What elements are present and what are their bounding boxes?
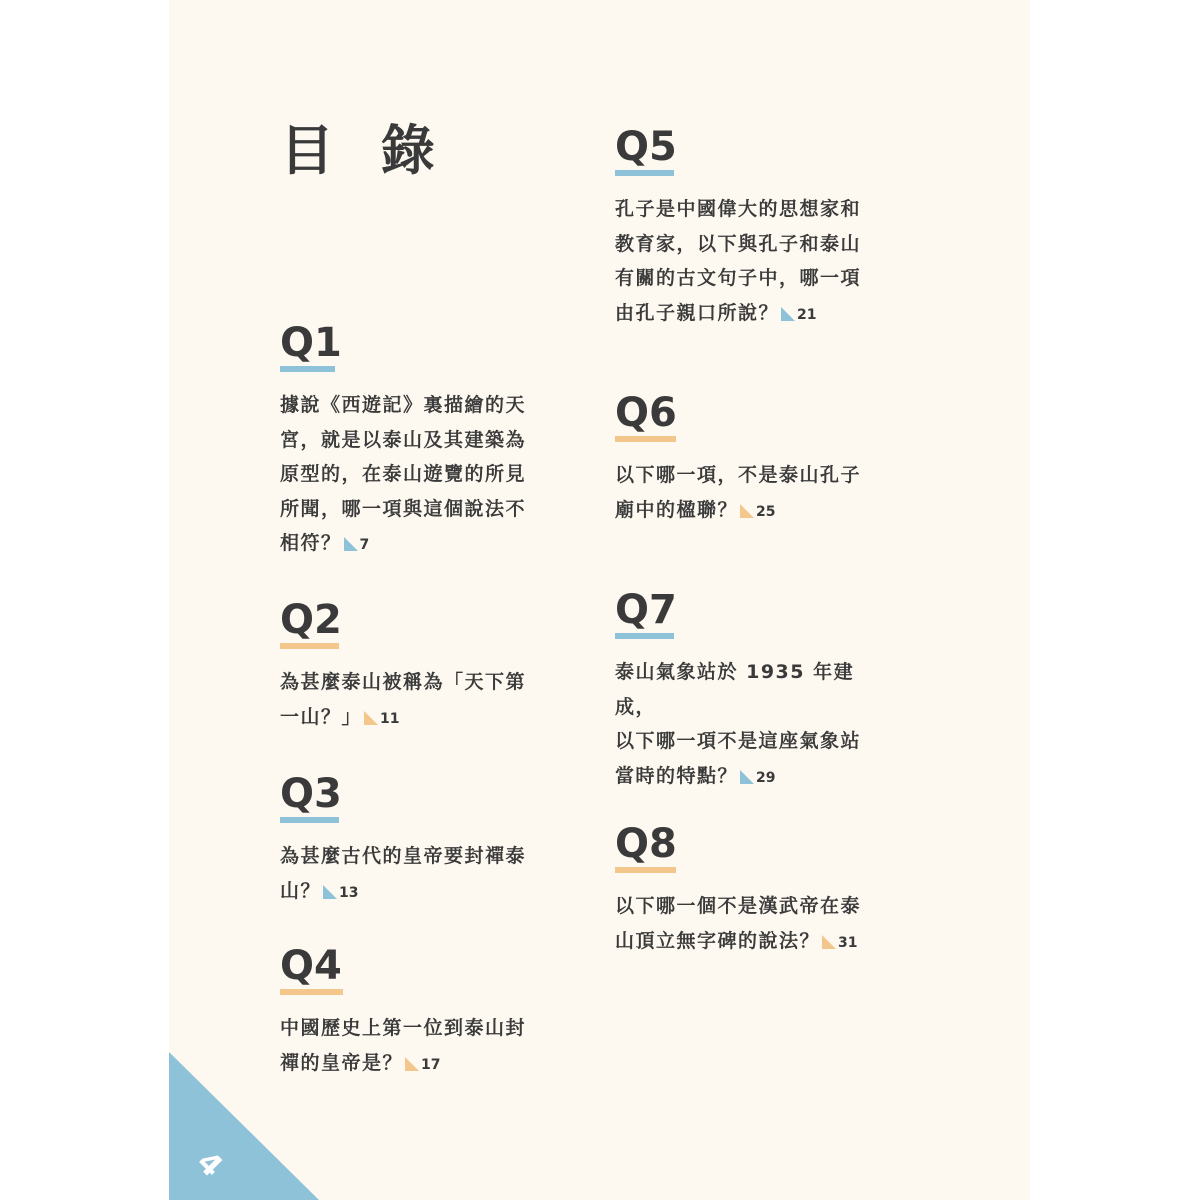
question-q4[interactable] [280,943,540,1082]
label-underline [280,643,339,649]
toc-page [169,0,1030,1200]
page-marker-icon [740,504,754,518]
page-marker-icon [740,770,754,784]
page-reference[interactable] [362,711,399,727]
page-reference[interactable] [738,770,775,786]
question-text: 為甚麼古代的皇帝要封禪泰 山？ [280,845,527,902]
page-number: 4 [189,1144,230,1185]
page-reference-number: 25 [756,503,776,520]
question-label: Q5 [615,124,677,170]
question-q1[interactable] [280,320,540,563]
page-marker-icon [344,537,358,551]
question-q2[interactable] [280,597,540,736]
label-underline [280,366,335,372]
page-reference[interactable] [779,307,816,323]
page-reference[interactable] [820,935,857,951]
page-marker-icon [781,307,795,321]
page-reference-number: 13 [339,884,359,901]
question-label: Q6 [615,390,677,436]
question-label: Q1 [280,320,342,366]
question-text: 中國歷史上第一位到泰山封 禪的皇帝是？ [280,1017,527,1074]
question-text: 泰山氣象站於 1935 年建成， 以下哪一項不是這座氣象站 當時的特點？ [615,661,862,787]
page-reference-number: 31 [838,934,858,951]
question-label: Q3 [280,771,342,817]
page-title: 目 錄 [280,119,449,182]
question-text: 孔子是中國偉大的思想家和 教育家，以下與孔子和泰山 有關的古文句子中，哪一項 由孔子親口所說？ [615,198,862,324]
question-q7[interactable] [615,587,895,795]
page-reference[interactable] [403,1057,440,1073]
question-label: Q4 [280,943,342,989]
label-underline [615,867,676,873]
page-reference[interactable] [738,504,775,520]
page-marker-icon [323,885,337,899]
page-reference-number: 17 [421,1056,441,1073]
page-reference[interactable] [342,537,370,553]
page-reference-number: 21 [797,306,817,323]
question-label: Q7 [615,587,677,633]
page-reference-number: 29 [756,769,776,786]
question-label: Q8 [615,821,677,867]
question-text: 據說《西遊記》裏描繪的天 宮，就是以泰山及其建築為 原型的，在泰山遊覽的所見 所聞，哪一項與這個說法不 相符？ [280,394,527,554]
label-underline [615,436,676,442]
label-underline [280,817,339,823]
question-text: 以下哪一個不是漢武帝在泰 山頂立無字碑的說法？ [615,895,862,952]
page-reference-number: 11 [380,710,400,727]
question-text: 為甚麼泰山被稱為「天下第 一山？」 [280,671,527,728]
label-underline [615,633,674,639]
question-q8[interactable] [615,821,875,960]
page-reference[interactable] [321,885,358,901]
question-q6[interactable] [615,390,875,529]
question-q5[interactable] [615,124,875,332]
label-underline [615,170,674,176]
corner-triangle [169,1052,319,1200]
page-reference-number: 7 [359,537,370,553]
page-marker-icon [405,1057,419,1071]
question-label: Q2 [280,597,342,643]
page-marker-icon [822,935,836,949]
page-marker-icon [364,711,378,725]
question-text: 以下哪一項，不是泰山孔子 廟中的楹聯？ [615,464,862,521]
label-underline [280,989,343,995]
question-q3[interactable] [280,771,540,910]
